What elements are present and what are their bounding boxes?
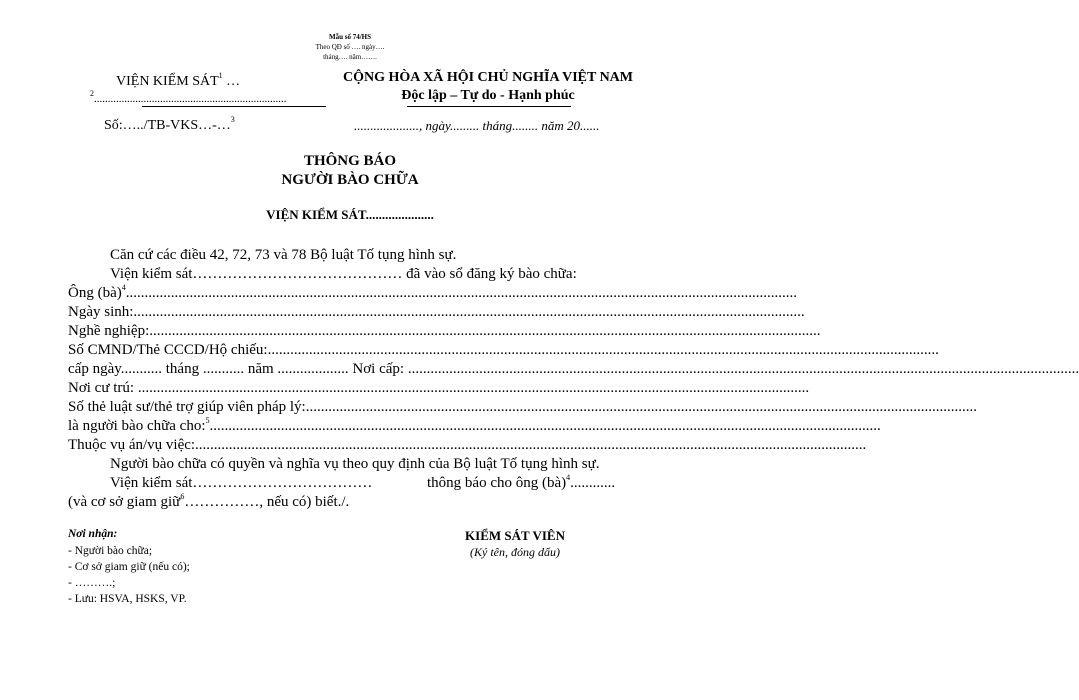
header-right-rule [407,106,571,107]
recipient-item: - Cơ sở giam giữ (nếu có); [68,561,190,573]
document-subtitle: NGƯỜI BÀO CHỮA [281,172,419,188]
notification-statement: Viện kiểm sát……………………………… [110,475,373,491]
issuing-agency: VIỆN KIỂM SÁT..................... [266,207,434,222]
notification-recipient: thông báo cho ông (bà)$^4$............ [427,473,616,491]
document-number: Số:…../TB-VKS…-…$^3$ [104,115,235,133]
header-left-rule [142,106,326,107]
residence-field: Nơi cư trú: ................................................................................................................................................................................... [68,380,810,396]
agency-name: VIỆN KIỂM SÁT$^1$ … [116,71,241,89]
date-of-birth-field: Ngày sinh:................................................................................................................................................................................... [68,304,805,320]
country-name: CỘNG HÒA XÃ HỘI CHỦ NGHĨA VIỆT NAM [342,70,633,85]
id-number-field: Số CMND/Thẻ CCCD/Hộ chiếu:................................................................................................................................................................................... [68,342,939,358]
signature-note: (Ký tên, đóng dấu) [470,545,560,559]
detention-facility-line: (và cơ sở giam giữ$^6$……………, nếu có) biết./. [68,492,350,510]
occupation-field: Nghề nghiệp:................................................................................................................................................................................... [68,323,821,339]
lawyer-card-field: Số thẻ luật sư/thẻ trợ giúp viên pháp lý:................................................................................................................................................................................... [68,399,977,415]
registration-statement: Viện kiểm sát…………………………………… đã vào sổ đăng ký bào chữa: [110,266,577,282]
defender-name-field: Ông (bà)$^4$................................................................................................................................................................................... [68,283,797,301]
recipients-heading: Nơi nhận: [68,528,118,540]
defended-person-field: là người bào chữa cho:$^5$................................................................................................................................................................................... [68,416,881,434]
date-line: ...................., ngày......... tháng........ năm 20...... [354,118,600,133]
national-motto: Độc lập – Tự do - Hạnh phúc [401,88,575,103]
legal-basis: Căn cứ các điều 42, 72, 73 và 78 Bộ luật Tố tụng hình sự. [110,247,457,263]
rights-statement: Người bào chữa có quyền và nghĩa vụ theo quy định của Bộ luật Tố tụng hình sự. [110,456,600,472]
recipient-item: - Người bào chữa; [68,545,153,557]
form-code-date: tháng…. năm……. [323,53,377,61]
issue-date-place-field: cấp ngày........... tháng ........... năm ................... Nơi cấp: ................................................................................................................................................................................... [68,361,1079,377]
document-title: THÔNG BÁO [303,153,397,169]
sub-agency-line: $^2$...................................................................... [90,89,287,105]
case-field: Thuộc vụ án/vụ việc:................................................................................................................................................................................... [68,437,867,453]
form-code-number: Mẫu số 74/HS [328,33,371,41]
signature-title: KIỂM SÁT VIÊN [465,528,565,543]
recipient-item: - ……….; [68,577,116,589]
recipient-item: - Lưu: HSVA, HSKS, VP. [68,593,187,605]
form-code-decision: Theo QĐ số …. ngày…. [315,43,385,51]
